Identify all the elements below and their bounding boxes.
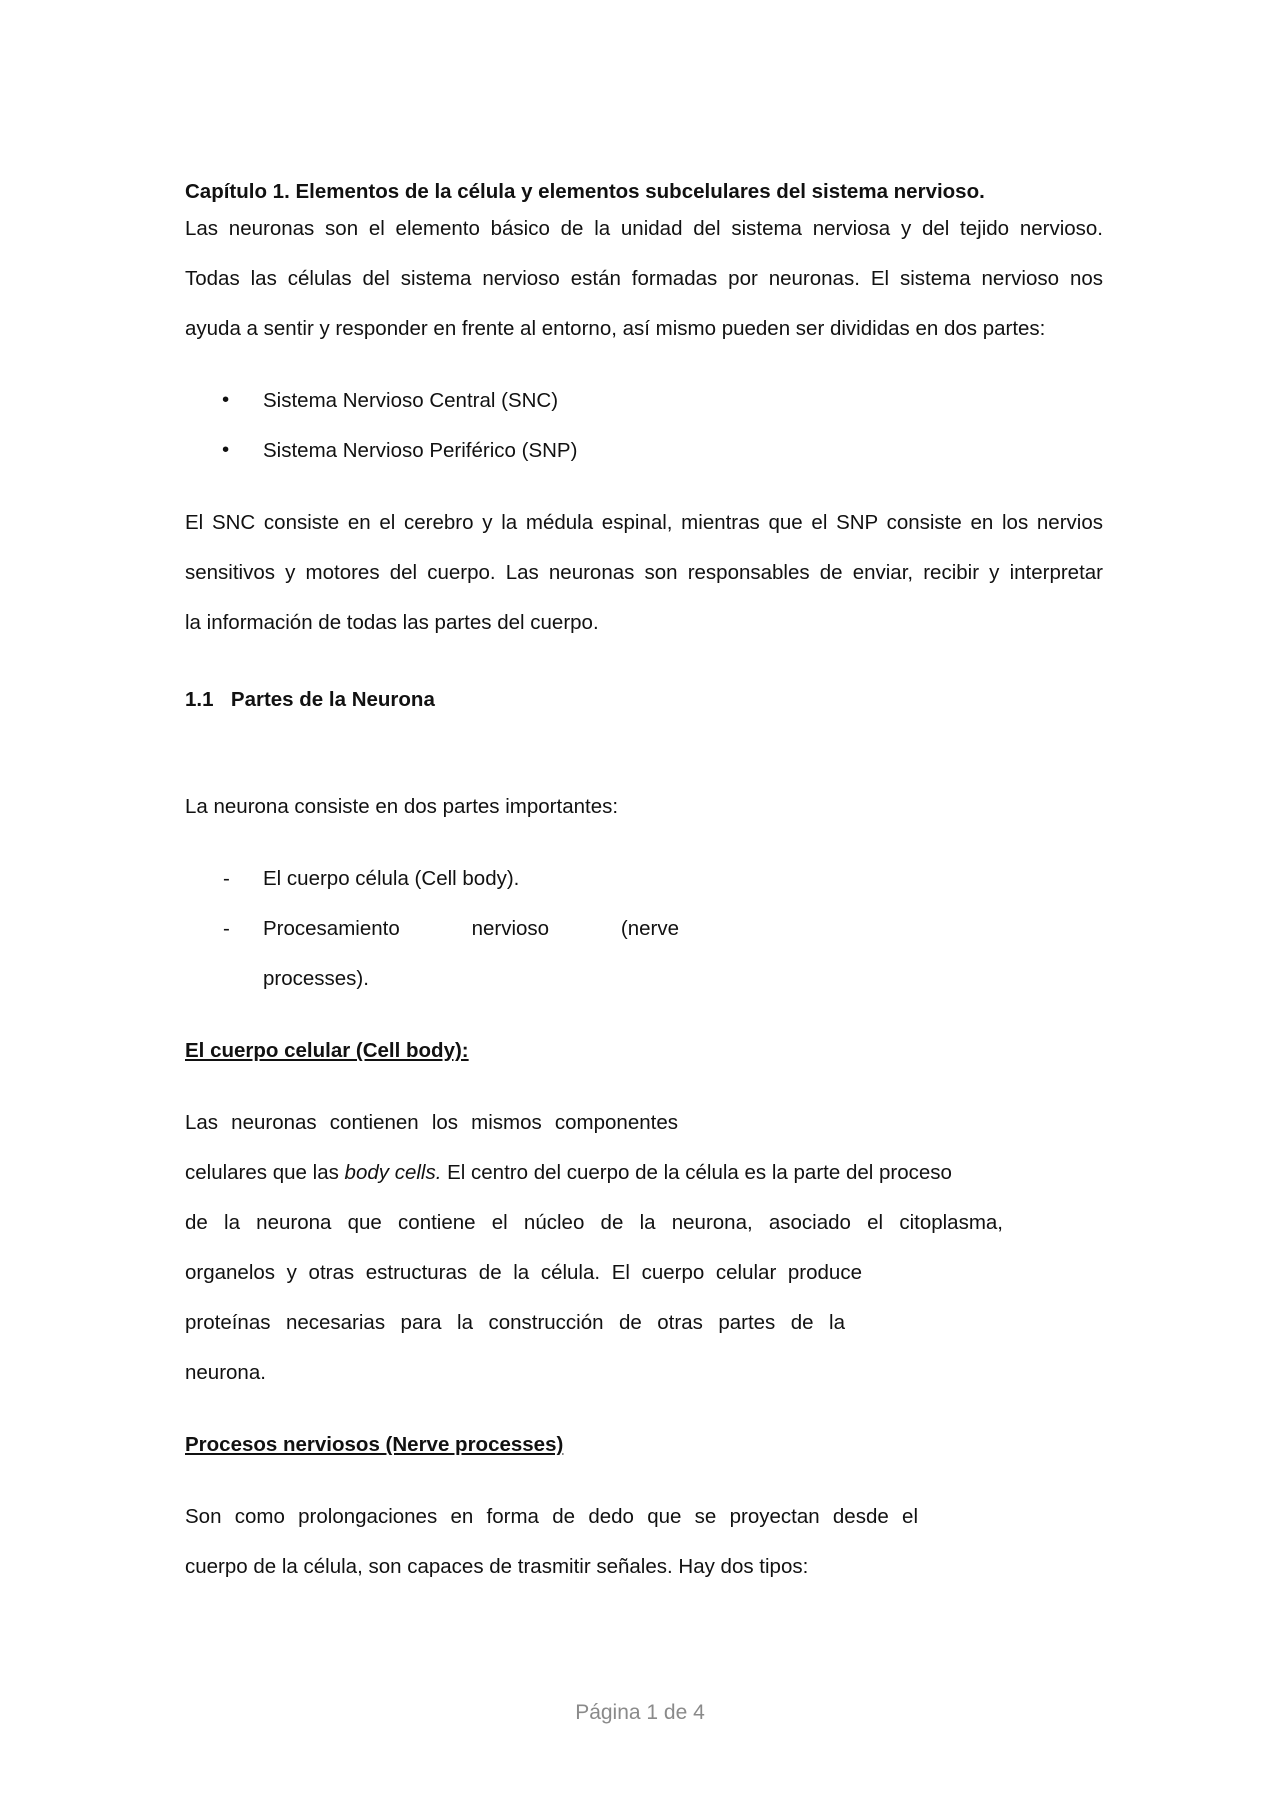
cell-body-line-5: proteínas necesarias para la construcción de otras partes de la	[185, 1311, 845, 1334]
nerve-processes-heading: Procesos nerviosos (Nerve processes)	[185, 1433, 564, 1456]
cell-body-line-2-pre: celulares que las	[185, 1161, 345, 1184]
list-item: El cuerpo célula (Cell body).	[263, 867, 520, 890]
intro-line-3: ayuda a sentir y responder en frente al entorno, así mismo pueden ser divididas en dos partes:	[185, 317, 1046, 340]
dash-marker: -	[223, 917, 230, 940]
cell-body-line-1: Las neuronas contienen los mismos componentes	[185, 1111, 678, 1134]
bullet-marker: •	[222, 438, 230, 461]
cell-body-heading: El cuerpo celular (Cell body):	[185, 1039, 469, 1062]
intro-line-2: Todas las células del sistema nervioso están formadas por neuronas. El sistema nervioso nos	[185, 267, 1103, 290]
list-item-continuation: processes).	[263, 967, 369, 990]
body-cells-italic: body cells.	[344, 1161, 442, 1184]
section-heading	[185, 690, 435, 711]
cell-body-line-2	[185, 1163, 952, 1184]
list-item: Sistema Nervioso Central (SNC)	[263, 389, 559, 412]
page-number-footer: Página 1 de 4	[575, 1701, 705, 1724]
section-number: 1.1	[185, 688, 214, 711]
cell-body-line-4: organelos y otras estructuras de la célula. El cuerpo celular produce	[185, 1261, 862, 1284]
snc-line-2: sensitivos y motores del cuerpo. Las neuronas son responsables de enviar, recibir y interpretar	[185, 561, 1103, 584]
parts-intro: La neurona consiste en dos partes importantes:	[185, 795, 619, 818]
cell-body-line-6: neurona.	[185, 1361, 266, 1384]
section-title: Partes de la Neurona	[230, 688, 435, 711]
chapter-title: Capítulo 1. Elementos de la célula y elementos subcelulares del sistema nervioso.	[185, 180, 985, 203]
snc-line-3: la información de todas las partes del cuerpo.	[185, 611, 599, 634]
nerve-processes-line-2: cuerpo de la célula, son capaces de trasmitir señales. Hay dos tipos:	[185, 1555, 809, 1578]
cell-body-line-2-post: El centro del cuerpo de la célula es la parte del proceso	[441, 1161, 952, 1184]
nerve-processes-line-1: Son como prolongaciones en forma de dedo que se proyectan desde el	[185, 1505, 918, 1528]
dash-marker: -	[223, 867, 230, 890]
snc-line-1: El SNC consiste en el cerebro y la médula espinal, mientras que el SNP consiste en los nervios	[185, 511, 1103, 534]
cell-body-line-3: de la neurona que contiene el núcleo de la neurona, asociado el citoplasma,	[185, 1211, 1003, 1234]
list-item: Sistema Nervioso Periférico (SNP)	[263, 439, 578, 462]
list-item: Procesamiento nervioso (nerve	[263, 917, 679, 940]
intro-line-1: Las neuronas son el elemento básico de la unidad del sistema nerviosa y del tejido nervioso.	[185, 217, 1103, 240]
bullet-marker: •	[222, 388, 230, 411]
